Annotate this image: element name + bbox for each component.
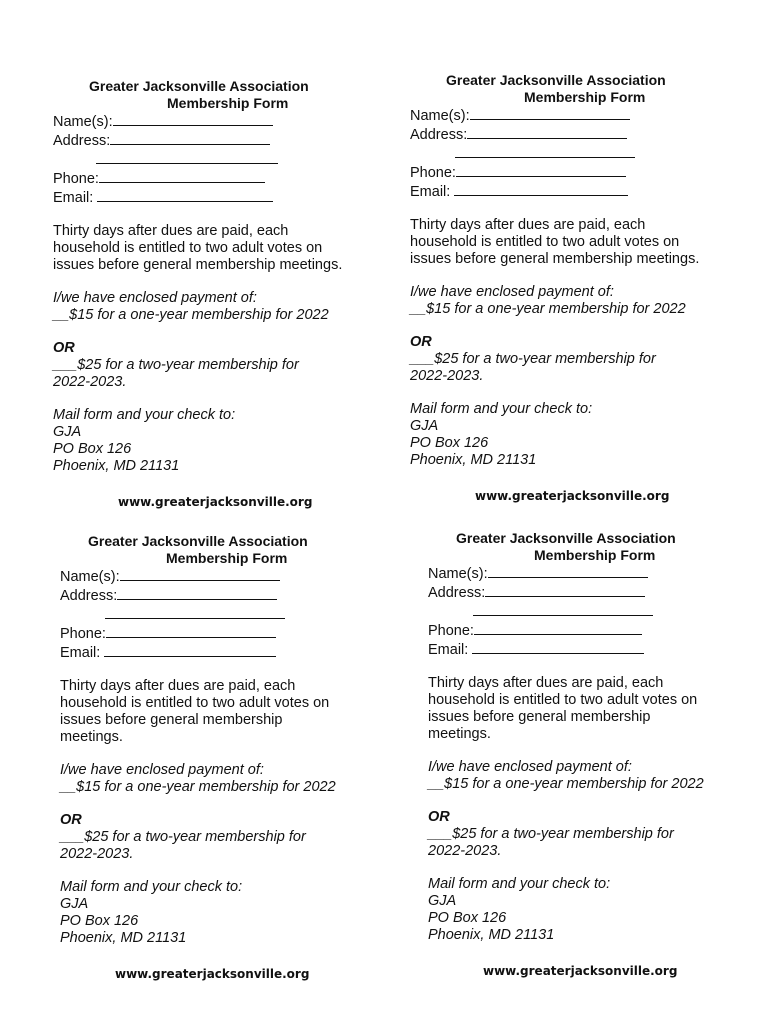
- address-line2-field[interactable]: [53, 150, 393, 169]
- name-blank[interactable]: [470, 106, 630, 120]
- email-label: Email:: [53, 190, 94, 206]
- email-label: Email:: [428, 642, 469, 658]
- dues-paragraph: Thirty days after dues are paid, each household is entitled to two adult votes on issues before general membership meetings.: [60, 678, 330, 745]
- phone-field[interactable]: [428, 621, 768, 640]
- enclosed-label: I/we have enclosed payment of:: [60, 762, 264, 778]
- mail-label: Mail form and your check to:: [410, 401, 593, 417]
- email-field[interactable]: [53, 188, 393, 207]
- address-line2-blank[interactable]: [105, 605, 285, 619]
- mail-label: Mail form and your check to:: [428, 876, 611, 892]
- enclosed-label: I/we have enclosed payment of:: [410, 284, 614, 300]
- or-label: OR: [60, 812, 82, 828]
- name-label: Name(s):: [428, 566, 488, 582]
- name-blank[interactable]: [120, 567, 280, 581]
- option-one-year[interactable]: __$15 for a one-year membership for 2022: [60, 779, 336, 795]
- option-two-year[interactable]: ___$25 for a two-year membership for 2022-2023.: [53, 357, 299, 390]
- address-blank[interactable]: [110, 131, 270, 145]
- phone-field[interactable]: [53, 169, 393, 188]
- dues-paragraph: Thirty days after dues are paid, each household is entitled to two adult votes on issues before general membership meetings.: [53, 223, 343, 273]
- mail-city: Phoenix, MD 21131: [428, 927, 555, 943]
- phone-label: Phone:: [60, 626, 106, 642]
- membership-form-bottom-left: [60, 533, 400, 982]
- phone-blank[interactable]: [474, 621, 642, 635]
- mail-po-box: PO Box 126: [428, 910, 507, 926]
- address-label: Address:: [428, 585, 486, 601]
- form-title-line1: Greater Jacksonville Association: [456, 530, 676, 546]
- mail-name: GJA: [428, 893, 457, 909]
- name-field[interactable]: [410, 106, 750, 125]
- email-blank[interactable]: [454, 182, 628, 196]
- form-title-line1: Greater Jacksonville Association: [88, 533, 308, 549]
- or-label: OR: [428, 809, 450, 825]
- phone-blank[interactable]: [106, 624, 276, 638]
- address-line2-blank[interactable]: [455, 144, 635, 158]
- phone-blank[interactable]: [456, 163, 626, 177]
- option-two-year[interactable]: ___$25 for a two-year membership for 2022-2023.: [410, 351, 656, 384]
- address-label: Address:: [60, 588, 118, 604]
- email-field[interactable]: [410, 182, 750, 201]
- phone-label: Phone:: [410, 165, 456, 181]
- address-field[interactable]: [410, 125, 750, 144]
- dues-paragraph: Thirty days after dues are paid, each household is entitled to two adult votes on issues before general membership meetings.: [410, 217, 700, 267]
- mail-po-box: PO Box 126: [53, 441, 132, 457]
- email-label: Email:: [60, 645, 101, 661]
- address-line2-blank[interactable]: [96, 150, 278, 164]
- name-label: Name(s):: [410, 108, 470, 124]
- option-one-year[interactable]: __$15 for a one-year membership for 2022: [410, 301, 686, 317]
- dues-paragraph: Thirty days after dues are paid, each household is entitled to two adult votes on issues before general membership meetings.: [428, 675, 698, 742]
- form-title-line2: Membership Form: [167, 95, 289, 111]
- mail-name: GJA: [53, 424, 82, 440]
- name-blank[interactable]: [488, 564, 648, 578]
- option-one-year[interactable]: __$15 for a one-year membership for 2022: [428, 776, 704, 792]
- form-title-line2: Membership Form: [166, 550, 288, 566]
- address-field[interactable]: [428, 583, 768, 602]
- email-field[interactable]: [428, 640, 768, 659]
- mail-city: Phoenix, MD 21131: [410, 452, 537, 468]
- form-title-line1: Greater Jacksonville Association: [89, 78, 309, 94]
- phone-label: Phone:: [428, 623, 474, 639]
- address-line2-blank[interactable]: [473, 602, 653, 616]
- phone-label: Phone:: [53, 171, 99, 187]
- phone-field[interactable]: [60, 624, 400, 643]
- address-field[interactable]: [60, 586, 400, 605]
- address-line2-field[interactable]: [60, 605, 400, 624]
- mail-name: GJA: [60, 896, 89, 912]
- mail-label: Mail form and your check to:: [53, 407, 236, 423]
- email-label: Email:: [410, 184, 451, 200]
- address-line2-field[interactable]: [428, 602, 768, 621]
- mail-name: GJA: [410, 418, 439, 434]
- enclosed-label: I/we have enclosed payment of:: [428, 759, 632, 775]
- option-one-year[interactable]: __$15 for a one-year membership for 2022: [53, 307, 329, 323]
- email-blank[interactable]: [472, 640, 644, 654]
- name-label: Name(s):: [53, 114, 113, 130]
- address-line2-field[interactable]: [410, 144, 750, 163]
- form-title-line1: Greater Jacksonville Association: [446, 72, 666, 88]
- address-blank[interactable]: [117, 586, 277, 600]
- website-link[interactable]: www.greaterjacksonville.org: [475, 489, 670, 503]
- option-two-year[interactable]: ___$25 for a two-year membership for 2022-2023.: [60, 829, 306, 862]
- or-label: OR: [53, 340, 75, 356]
- form-title-line2: Membership Form: [524, 89, 646, 105]
- mail-city: Phoenix, MD 21131: [60, 930, 187, 946]
- membership-form-top-right: [410, 72, 750, 504]
- or-label: OR: [410, 334, 432, 350]
- name-field[interactable]: [60, 567, 400, 586]
- name-field[interactable]: [428, 564, 768, 583]
- email-blank[interactable]: [104, 643, 276, 657]
- mail-city: Phoenix, MD 21131: [53, 458, 180, 474]
- address-field[interactable]: [53, 131, 393, 150]
- option-two-year[interactable]: ___$25 for a two-year membership for 2022-2023.: [428, 826, 674, 859]
- address-label: Address:: [53, 133, 111, 149]
- address-label: Address:: [410, 127, 468, 143]
- website-link[interactable]: www.greaterjacksonville.org: [483, 964, 678, 978]
- phone-blank[interactable]: [99, 169, 265, 183]
- website-link[interactable]: www.greaterjacksonville.org: [115, 967, 310, 981]
- address-blank[interactable]: [485, 583, 645, 597]
- enclosed-label: I/we have enclosed payment of:: [53, 290, 257, 306]
- name-label: Name(s):: [60, 569, 120, 585]
- email-blank[interactable]: [97, 188, 273, 202]
- name-field[interactable]: [53, 112, 393, 131]
- mail-po-box: PO Box 126: [410, 435, 489, 451]
- phone-field[interactable]: [410, 163, 750, 182]
- mail-po-box: PO Box 126: [60, 913, 139, 929]
- membership-form-top-left: [53, 78, 393, 510]
- form-title-line2: Membership Form: [534, 547, 656, 563]
- website-link[interactable]: www.greaterjacksonville.org: [118, 495, 313, 509]
- membership-form-bottom-right: [428, 530, 768, 979]
- email-field[interactable]: [60, 643, 400, 662]
- address-blank[interactable]: [467, 125, 627, 139]
- mail-label: Mail form and your check to:: [60, 879, 243, 895]
- name-blank[interactable]: [113, 112, 273, 126]
